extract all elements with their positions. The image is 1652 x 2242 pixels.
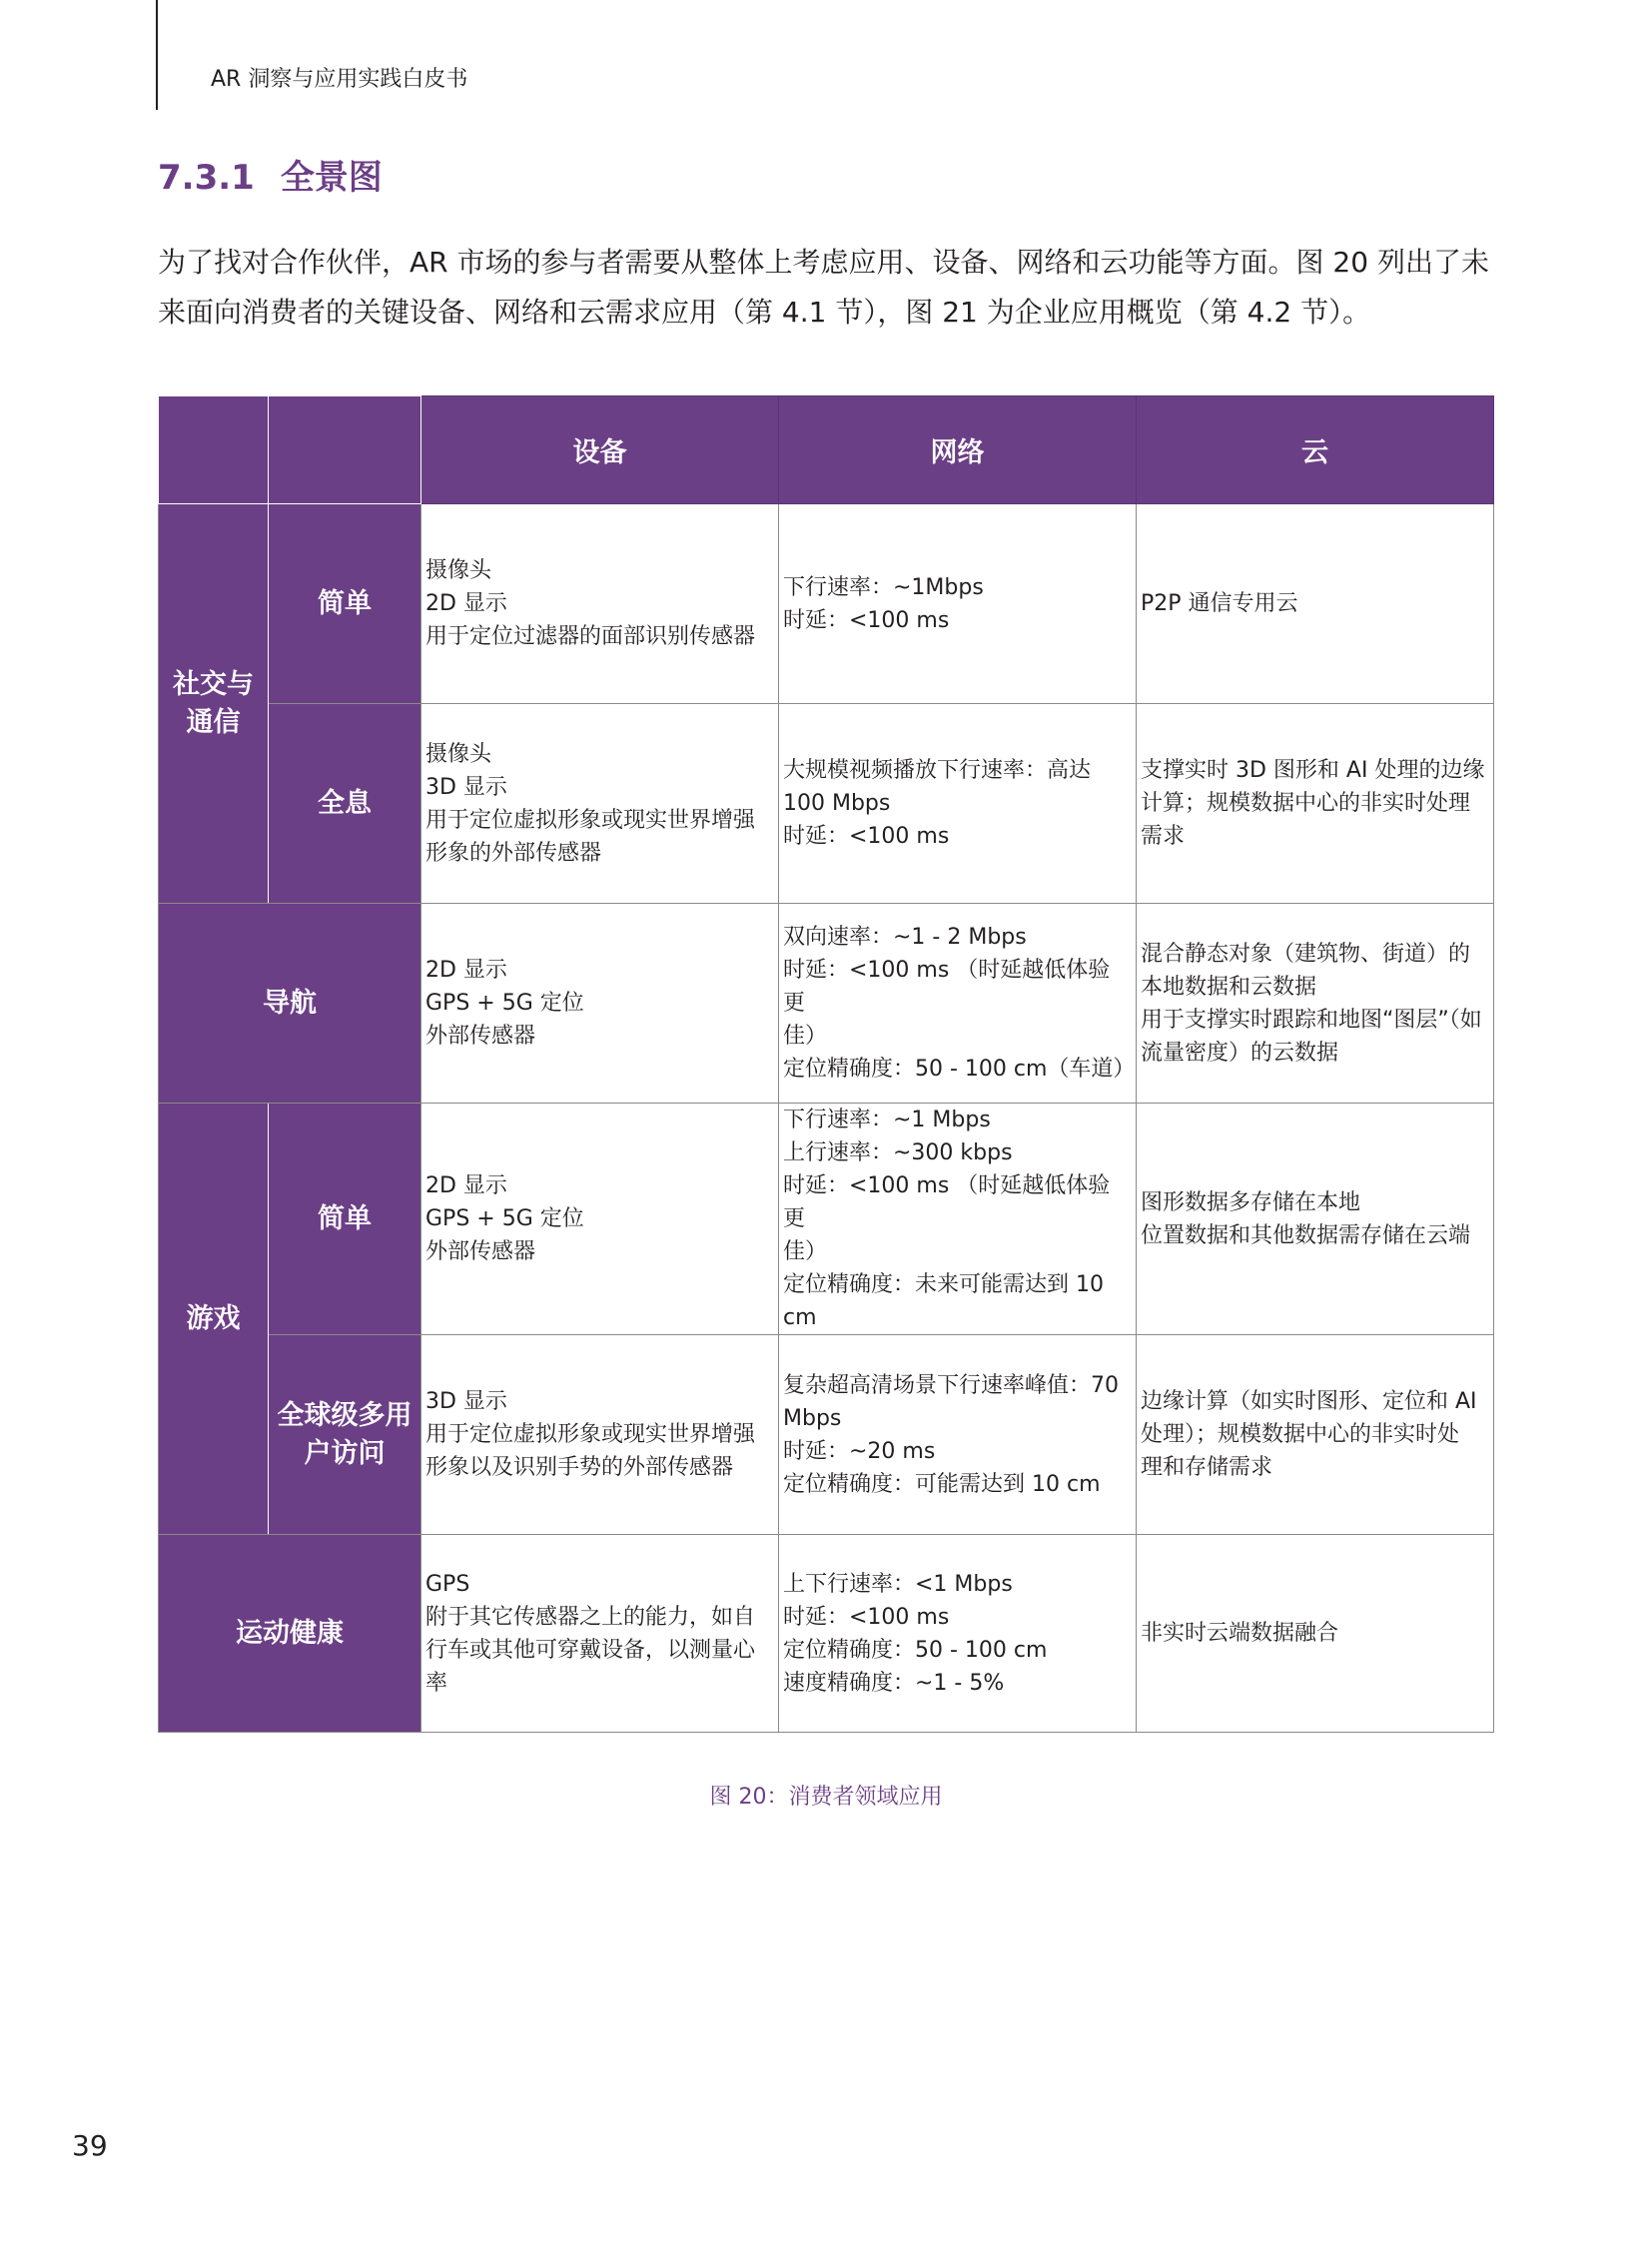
table-row bbox=[159, 704, 1494, 904]
table-row bbox=[159, 1104, 1494, 1335]
network-cell: 复杂超高清场景下行速率峰值：70 Mbps 时延：~20 ms 定位精确度：可能需达到 10 cm bbox=[779, 1335, 1137, 1535]
row-label: 全息 bbox=[269, 704, 421, 904]
table-header-row bbox=[159, 396, 1494, 504]
row-label: 简单 bbox=[269, 504, 421, 704]
device-cell: 2D 显示 GPS + 5G 定位 外部传感器 bbox=[421, 904, 779, 1104]
column-header-network: 网络 bbox=[779, 396, 1137, 504]
network-cell: 下行速率：~1 Mbps 上行速率：~300 kbps 时延：<100 ms （时延越低体验更 佳） 定位精确度：未来可能需达到 10 cm bbox=[779, 1104, 1137, 1335]
table-row bbox=[159, 1535, 1494, 1733]
header-blank-cell bbox=[159, 396, 269, 504]
network-cell: 上下行速率：<1 Mbps 时延：<100 ms 定位精确度：50 - 100 cm 速度精确度：~1 - 5% bbox=[779, 1535, 1137, 1733]
device-cell: 摄像头 2D 显示 用于定位过滤器的面部识别传感器 bbox=[421, 504, 779, 704]
running-header: AR 洞察与应用实践白皮书 bbox=[211, 67, 468, 92]
device-cell: 摄像头 3D 显示 用于定位虚拟形象或现实世界增强 形象的外部传感器 bbox=[421, 704, 779, 904]
cloud-cell: 边缘计算（如实时图形、定位和 AI 处理）；规模数据中心的非实时处 理和存储需求 bbox=[1137, 1335, 1494, 1535]
device-cell: 2D 显示 GPS + 5G 定位 外部传感器 bbox=[421, 1104, 779, 1335]
intro-line: 为了找对合作伙伴，AR 市场的参与者需要从整体上考虑应用、设备、网络和云功能等方面。图 20 列出了未 bbox=[158, 246, 1489, 279]
cloud-cell: 非实时云端数据融合 bbox=[1137, 1535, 1494, 1733]
network-cell: 下行速率：~1Mbps 时延：<100 ms bbox=[779, 504, 1137, 704]
table-row bbox=[159, 904, 1494, 1104]
table-row bbox=[159, 1335, 1494, 1535]
figure-caption: 图 20：消费者领域应用 bbox=[709, 1785, 943, 1810]
cloud-cell: P2P 通信专用云 bbox=[1137, 504, 1494, 704]
cloud-cell: 支撑实时 3D 图形和 AI 处理的边缘 计算；规模数据中心的非实时处理 需求 bbox=[1137, 704, 1494, 904]
device-cell: GPS 附于其它传感器之上的能力，如自 行车或其他可穿戴设备，以测量心 率 bbox=[421, 1535, 779, 1733]
page-number: 39 bbox=[72, 2129, 108, 2162]
group-fitness: 运动健康 bbox=[159, 1535, 421, 1733]
section-heading bbox=[158, 150, 383, 199]
cloud-cell: 图形数据多存储在本地 位置数据和其他数据需存储在云端 bbox=[1137, 1104, 1494, 1335]
section-number: 7.3.1 bbox=[158, 158, 255, 198]
section-title: 全景图 bbox=[280, 158, 383, 198]
intro-line: 来面向消费者的关键设备、网络和云需求应用（第 4.1 节），图 21 为企业应用概览（第 4.2 节）。 bbox=[158, 296, 1371, 329]
group-gaming: 游戏 bbox=[159, 1104, 269, 1535]
network-cell: 双向速率：~1 - 2 Mbps 时延：<100 ms （时延越低体验更 佳） 定位精确度：50 - 100 cm（车道） bbox=[779, 904, 1137, 1104]
device-cell: 3D 显示 用于定位虚拟形象或现实世界增强 形象以及识别手势的外部传感器 bbox=[421, 1335, 779, 1535]
intro-paragraph bbox=[158, 238, 1506, 338]
consumer-application-table bbox=[158, 395, 1494, 1733]
cloud-cell: 混合静态对象（建筑物、街道）的 本地数据和云数据 用于支撑实时跟踪和地图“图层”（如 流量密度）的云数据 bbox=[1137, 904, 1494, 1104]
column-header-device: 设备 bbox=[421, 396, 779, 504]
column-header-cloud: 云 bbox=[1137, 396, 1494, 504]
header-rule bbox=[156, 0, 158, 110]
row-label: 全球级多用 户访问 bbox=[269, 1335, 421, 1535]
row-label: 简单 bbox=[269, 1104, 421, 1335]
network-cell: 大规模视频播放下行速率：高达 100 Mbps 时延：<100 ms bbox=[779, 704, 1137, 904]
group-social: 社交与 通信 bbox=[159, 504, 269, 904]
group-navigation: 导航 bbox=[159, 904, 421, 1104]
header-blank-cell bbox=[269, 396, 421, 504]
table-row bbox=[159, 504, 1494, 704]
